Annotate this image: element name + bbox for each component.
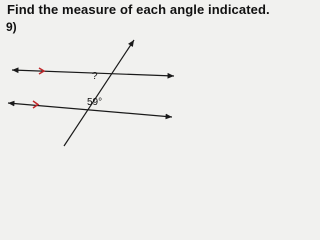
transversal-line — [64, 40, 134, 146]
unknown-angle-label: ? — [92, 71, 98, 82]
instruction-text: Find the measure of each angle indicated. — [7, 2, 270, 17]
parallel-mark-bottom — [33, 101, 38, 108]
given-angle-label: 59° — [87, 97, 103, 108]
problem-number: 9) — [6, 20, 17, 34]
